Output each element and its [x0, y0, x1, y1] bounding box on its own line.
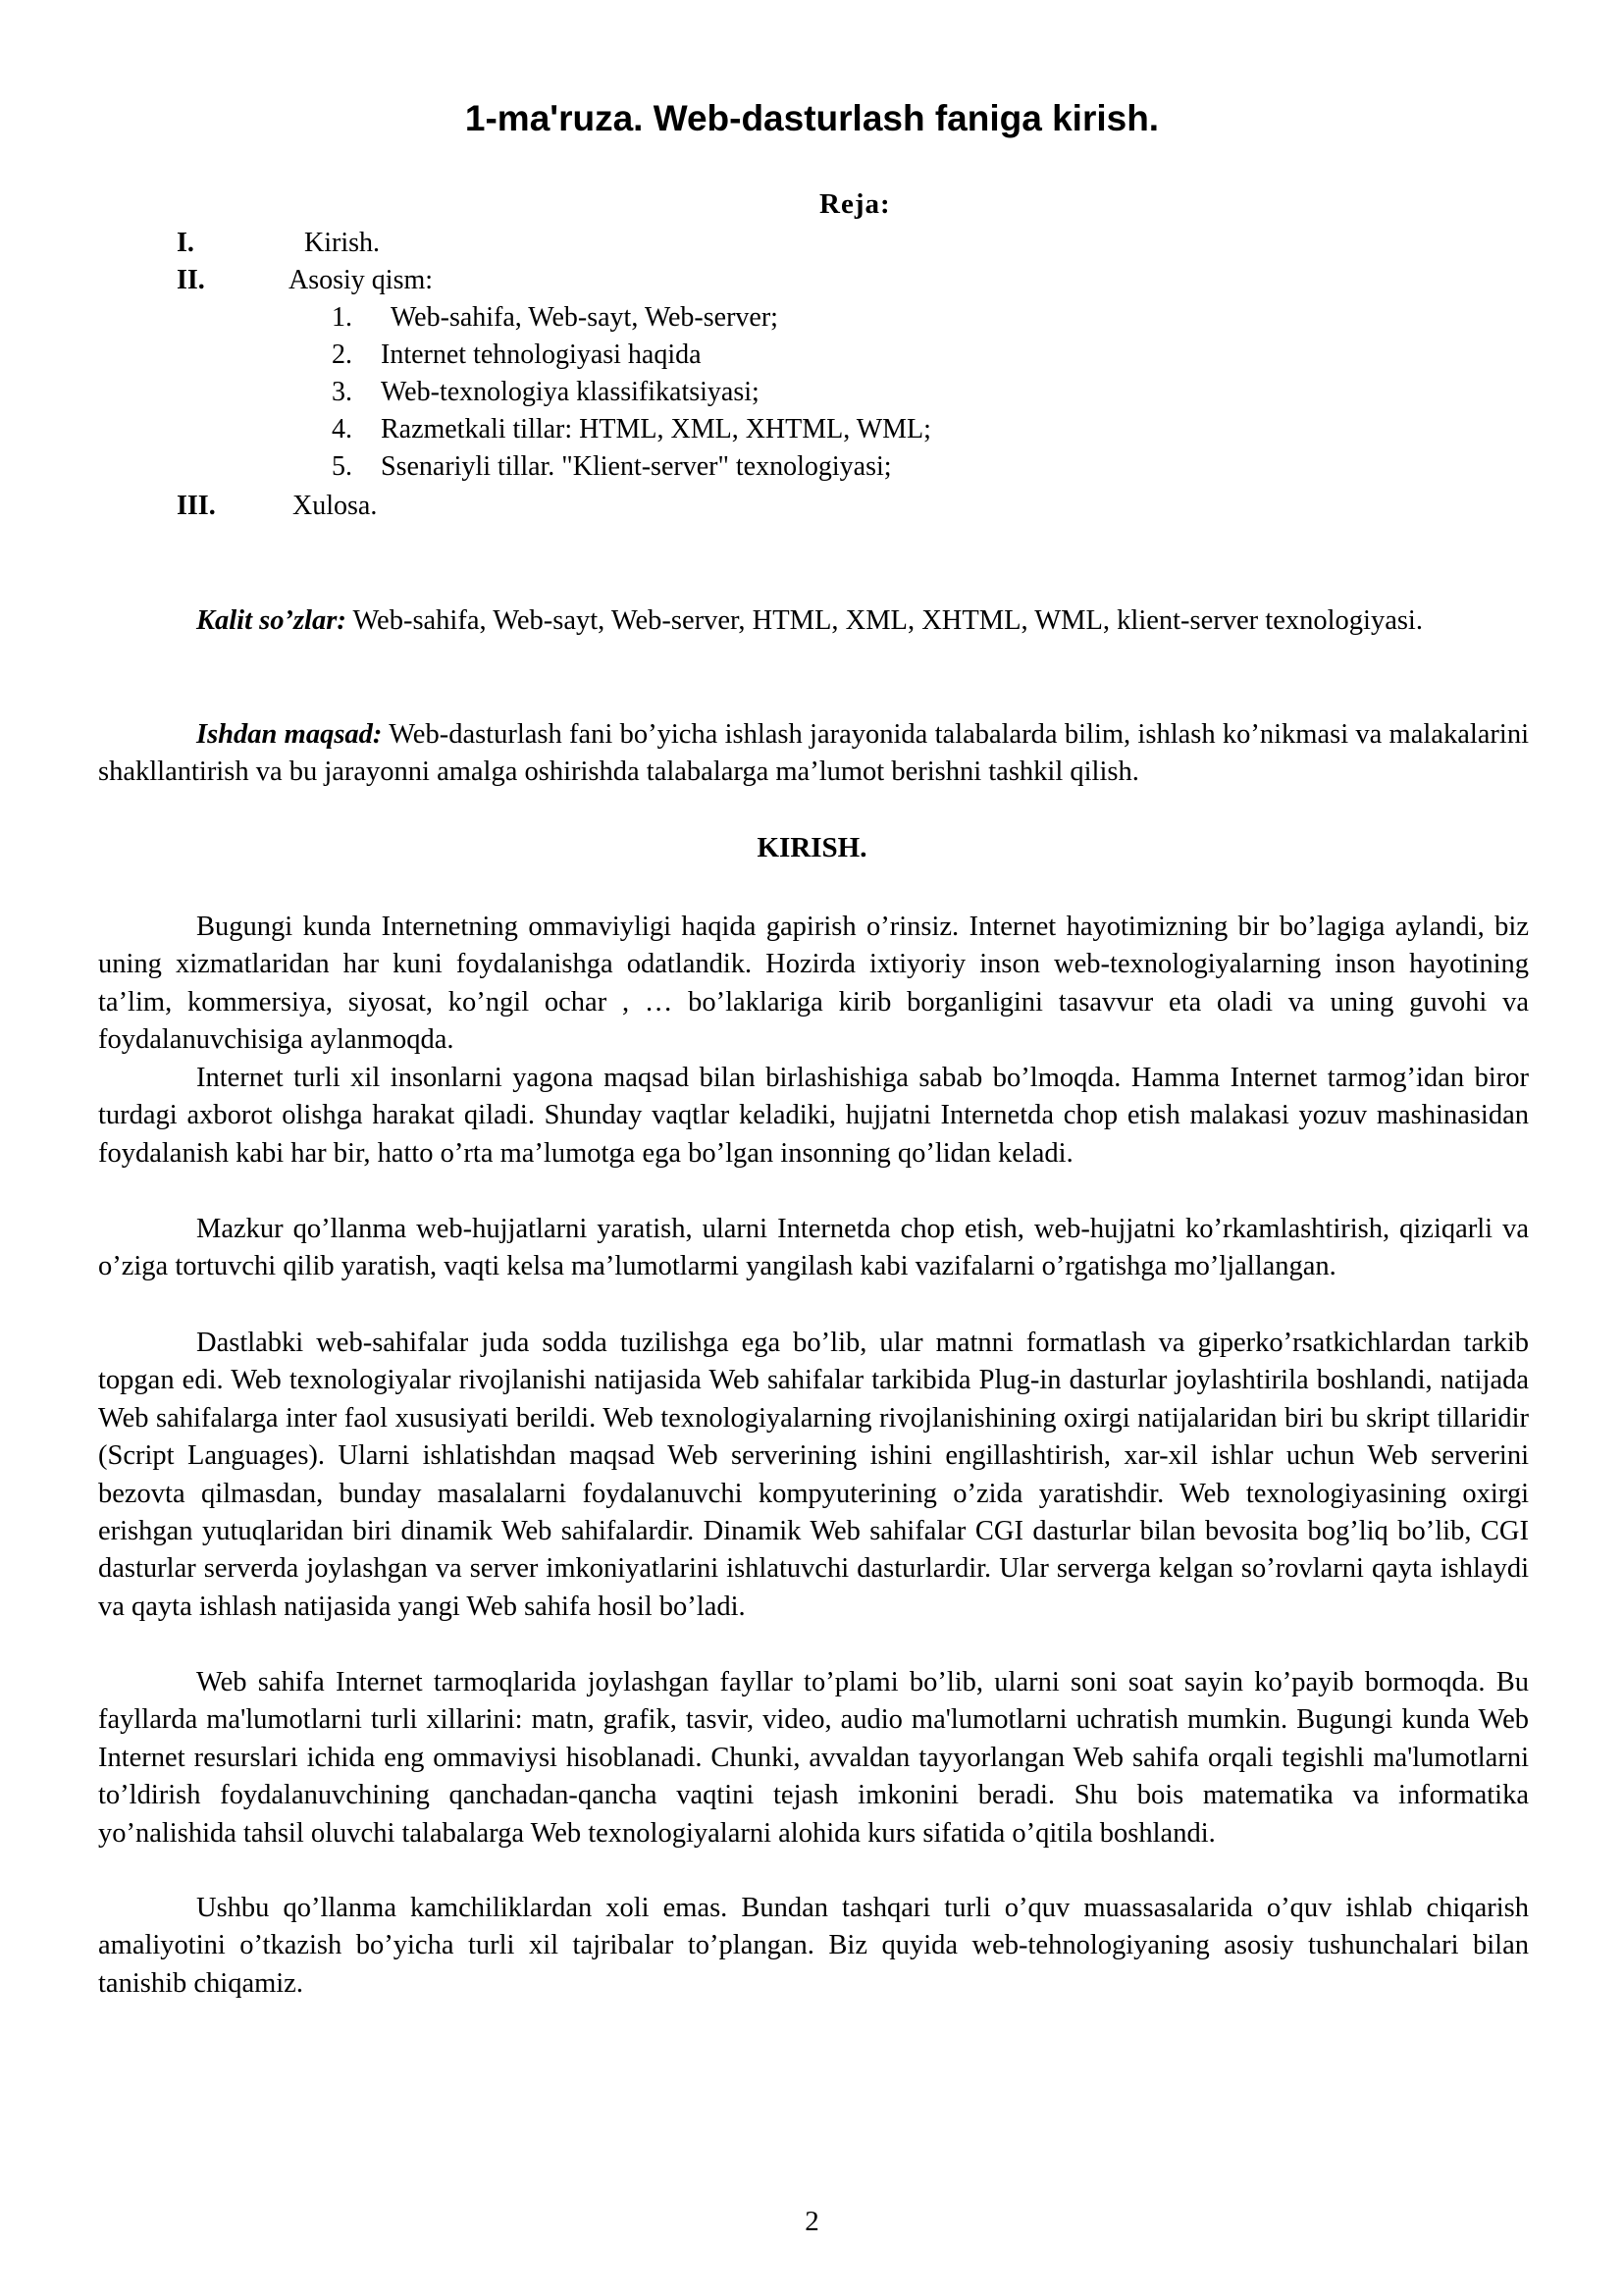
- plan-subitem-number: 1.: [332, 302, 352, 333]
- plan-subitem-text: Web-texnologiya klassifikatsiyasi;: [381, 377, 760, 407]
- section-heading: KIRISH.: [757, 832, 867, 863]
- keywords-text: Web-sahifa, Web-sayt, Web-server, HTML, XML, XHTML, WML, klient-server texnologiyasi.: [352, 605, 1423, 636]
- plan-subitem-text: Internet tehnologiyasi haqida: [381, 339, 702, 370]
- body-paragraph: Internet turli xil insonlarni yagona maqsad bilan birlashishiga sabab bo’lmoqda. Hamma Internet tarmog’idan biror turdagi axborot olishga harakat qiladi. Shunday vaqtlar keladiki, hujjatni Internetda chop etish malakasi yozuv mashinasidan foydalanish kabi har bir, hatto o’rta ma’lumotga ega bo’lgan insonning qo’lidan keladi.: [98, 1063, 1529, 1169]
- goal-label: Ishdan maqsad:: [196, 719, 383, 750]
- plan-item-text: Xulosa.: [292, 491, 378, 521]
- plan-item-number: III.: [177, 491, 216, 521]
- goal-text: Web-dasturlash fani bo’yicha ishlash jarayonida talabalarda bilim, ishlash ko’nikmasi va malakalarini shakllantirish va bu jarayonni amalga oshirishda talabalarga ma’lumot berishni tashkil qilish.: [98, 719, 1529, 788]
- plan-subitem-text: Ssenariyli tillar. "Klient-server" texnologiyasi;: [381, 451, 892, 482]
- plan-subitem-number: 3.: [332, 377, 352, 407]
- plan-heading: Reja:: [819, 188, 891, 220]
- body-paragraph: Mazkur qo’llanma web-hujjatlarni yaratish, ularni Internetda chop etish, web-hujjatni ko’rkamlashtirish, qiziqarli va o’ziga tortuvchi qilib yaratish, vaqti kelsa ma’lumotlarmi yangilash kabi vazifalarni o’rgatishga mo’ljallangan.: [98, 1214, 1529, 1282]
- plan-subitem-text: Razmetkali tillar: HTML, XML, XHTML, WML;: [381, 414, 931, 444]
- keywords-paragraph: [98, 602, 1529, 640]
- body-paragraph: Ushbu qo’llanma kamchiliklardan xoli emas. Bundan tashqari turli o’quv muassasalarida o’quv ishlab chiqarish amaliyotini o’tkazish bo’yicha turli xil tajribalar to’plangan. Biz quyida web-tehnologiyaning asosiy tushunchalari bilan tanishib chiqamiz.: [98, 1893, 1529, 1999]
- body-paragraph: Web sahifa Internet tarmoqlarida joylashgan fayllar to’plami bo’lib, ularni soni soat sayin ko’payib bormoqda. Bu fayllarda ma'lumotlarni turli xillarini: matn, grafik, tasvir, video, audio ma'lumotlarni uchratish mumkin. Bugungi kunda Web Internet resurslari ichida eng ommaviysi hisoblanadi. Chunki, avvaldan tayyorlangan Web sahifa orqali tegishli ma'lumotlarni to’ldirish foydalanuvchining qanchadan-qancha vaqtini tejash imkonini beradi. Shu bois matematika va informatika yo’nalishida tahsil oluvchi talabalarga Web texnologiyalarni alohida kurs sifatida o’qitila boshlandi.: [98, 1667, 1529, 1849]
- body-paragraph: Bugungi kunda Internetning ommaviyligi haqida gapirish o’rinsiz. Internet hayotimizning bir bo’lagiga aylandi, biz uning xizmatlaridan har kuni foydalanishga odatlandik. Hozirda ixtiyoriy inson web-texnologiyalarning inson hayotining ta’lim, kommersiya, siyosat, ko’ngil ochar , … bo’laklariga kirib borganligini tasavvur eta oladi va uning guvohi va foydalanuvchisiga aylanmoqda.: [98, 912, 1529, 1056]
- plan-item-text: Asosiy qism:: [288, 265, 434, 295]
- document-title: 1-ma'ruza. Web-dasturlash faniga kirish.: [464, 98, 1160, 138]
- plan-item-number: II.: [177, 265, 205, 295]
- plan-subitem-number: 4.: [332, 414, 352, 444]
- page-number: 2: [805, 2206, 819, 2237]
- plan-item-text: Kirish.: [304, 228, 380, 258]
- plan-item-number: I.: [177, 228, 194, 258]
- keywords-label: Kalit so’zlar:: [196, 605, 346, 636]
- body-paragraph: Dastlabki web-sahifalar juda sodda tuzilishga ega bo’lib, ular matnni formatlash va giperko’rsatkichlardan tarkib topgan edi. Web texnologiyalar rivojlanishi natijasida Web sahifalar tarkibida Plug-in dasturlar joylashtirila boshlandi, natijada Web sahifalarga inter faol xususiyati berildi. Web texnologiyalarning rivojlanishining oxirgi natijalaridan biri bu skript tillaridir (Script Languages). Ularni ishlatishdan maqsad Web serverining ishini engillashtirish, xar-xil ishlar uchun Web serverini bezovta qilmasdan, bunday masalalarni foydalanuvchi kompyuterining o’zida yaratishdir. Web texnologiyasining oxirgi erishgan yutuqlaridan biri dinamik Web sahifalardir. Dinamik Web sahifalar CGI dasturlar bilan bevosita bog’liq bo’lib, CGI dasturlar serverda joylashgan va server imkoniyatlarini ishlatuvchi dasturlardir. Ular serverga kelgan so’rovlarni qayta ishlaydi va qayta ishlash natijasida yangi Web sahifa hosil bo’ladi.: [98, 1328, 1529, 1622]
- plan-subitem-number: 2.: [332, 339, 352, 370]
- plan-subitem-number: 5.: [332, 451, 352, 482]
- goal-paragraph: [98, 716, 1529, 792]
- plan-subitem-text: Web-sahifa, Web-sayt, Web-server;: [391, 302, 778, 333]
